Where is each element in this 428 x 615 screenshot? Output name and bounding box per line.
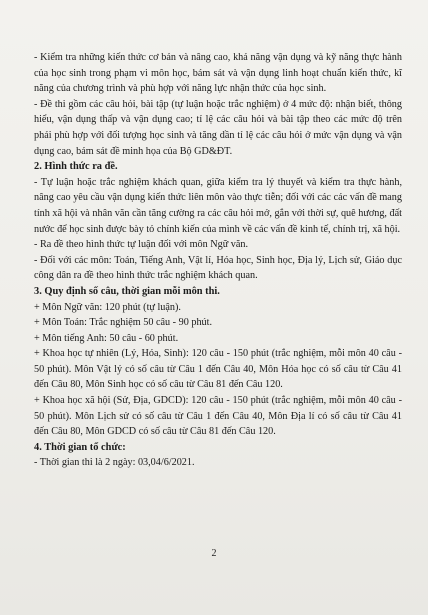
paragraph-format-description: - Tự luận hoặc trắc nghiệm khách quan, giữa kiểm tra lý thuyết và kiểm tra thực hành, nâng cao yêu cầu vận dụng kiến thức liên môn vào thực tiễn; đối với các các vấn đề mang tính xã hội và nhân văn cần tăng cường ra các câu hỏi mở, gắn với thời sự, quê hương, đất nước để học sinh được bày tỏ chính kiến của mình về các vấn đề kinh tế, chính trị, xã hội. [34,176,402,235]
rule-math: + Môn Toán: Trắc nghiệm 50 câu - 90 phút. [34,317,213,329]
schedule-exam-dates: - Thời gian thi là 2 ngày: 03,04/6/2021. [34,457,195,469]
heading-schedule: 4. Thời gian tổ chức: [34,441,126,453]
rule-social-sciences: + Khoa học xã hội (Sử, Địa, GDCD): 120 câu - 150 phút (trắc nghiệm, mỗi môn 40 câu - 50 phút). Môn Lịch sử có số câu từ Câu 1 đến Câu 40, Môn Địa lí có số câu từ Câu 41 đến Câu 80, Môn GDCD có số câu từ Câu 81 đến Câu 120. [34,395,402,438]
page-number: 2 [211,548,217,559]
rule-english: + Môn tiếng Anh: 50 câu - 60 phút. [34,332,179,344]
heading-exam-format: 2. Hình thức ra đề. [34,161,118,173]
paragraph-format-literature: - Ra đề theo hình thức tự luận đối với môn Ngữ văn. [34,239,249,251]
paragraph-objective-levels: - Đề thi gồm các câu hỏi, bài tập (tự luận hoặc trắc nghiệm) ở 4 mức độ: nhận biết, thông hiểu, vận dụng thấp và vận dụng cao; tỉ lệ các câu hỏi và bài tập theo các mức độ trên phải phù hợp với đối tượng học sinh và tăng dần tỉ lệ các câu hỏi ở mức vận dụng và vận dụng cao, bám sát đề minh họa của Bộ GD&ĐT. [34,98,402,157]
document-body [34,50,402,471]
paragraph-format-other-subjects: - Đối với các môn: Toán, Tiếng Anh, Vật lí, Hóa học, Sinh học, Địa lý, Lịch sử, Giáo dục công dân ra đề theo hình thức trắc nghiệm khách quan. [34,254,402,282]
heading-question-rules: 3. Quy định số câu, thời gian mỗi môn thi. [34,285,220,297]
paragraph-objective-knowledge: - Kiểm tra những kiến thức cơ bản và nâng cao, khả năng vận dụng và kỹ năng thực hành của học sinh trong phạm vi môn học, bám sát và vận dụng linh hoạt chuẩn kiến thức, kĩ năng của chương trình và phù hợp với năng lực nhận thức của học sinh. [34,52,402,95]
rule-natural-sciences: + Khoa học tự nhiên (Lý, Hóa, Sinh): 120 câu - 150 phút (trắc nghiệm, mỗi môn 40 câu - 50 phút). Môn Vật lý có số câu từ Câu 1 đến Câu 40, Môn Hóa học có số câu từ Câu 41 đến Câu 80, Môn Sinh học có số câu từ Câu 81 đến Câu 120. [34,348,402,391]
rule-literature: + Môn Ngữ văn: 120 phút (tự luận). [34,301,181,313]
